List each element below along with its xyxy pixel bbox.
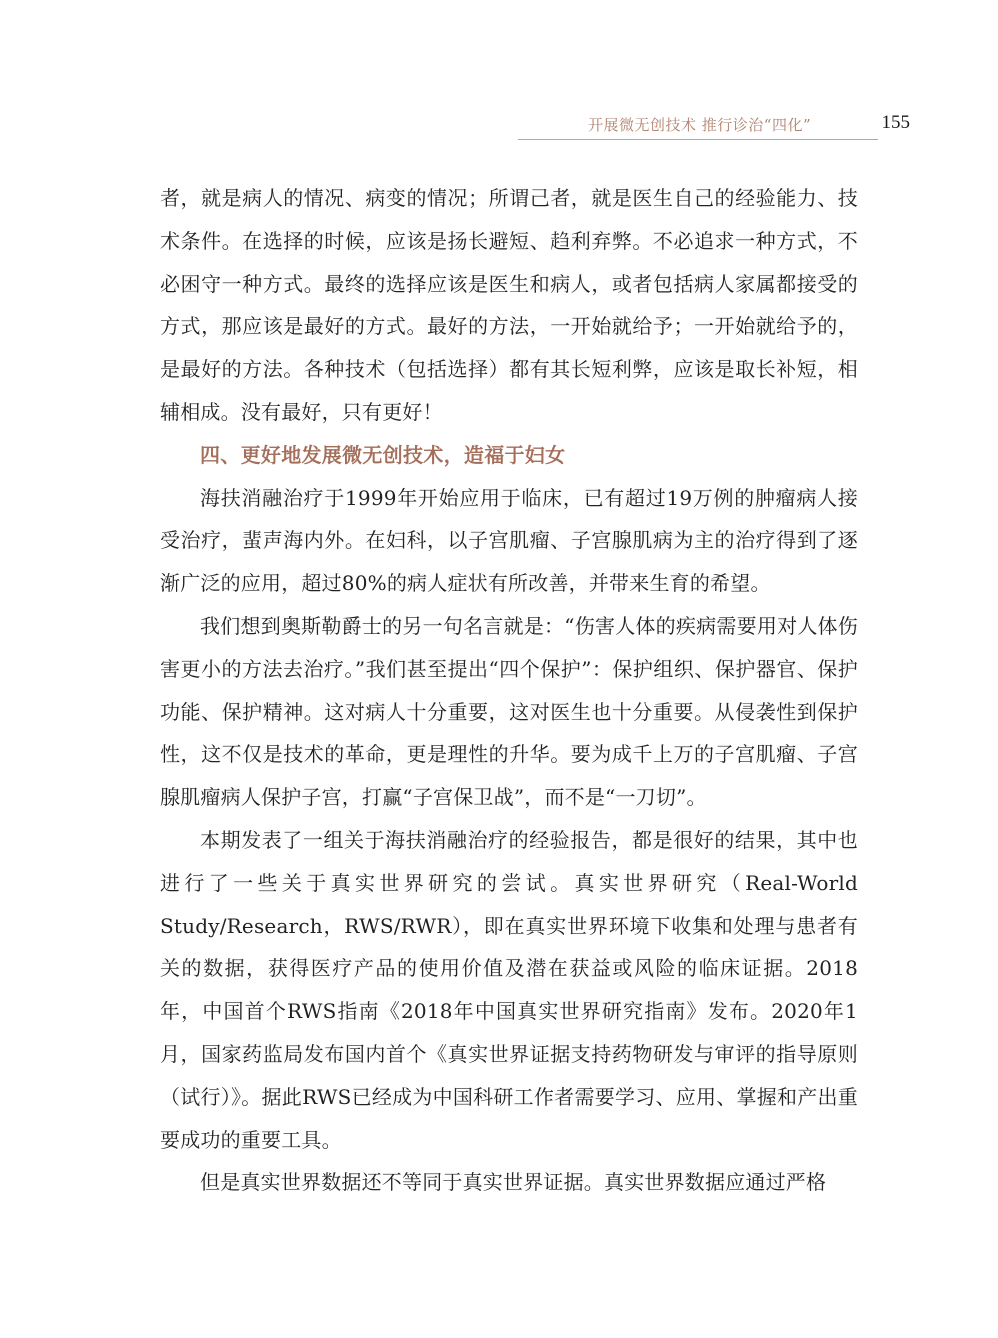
- header-rule: [518, 139, 878, 140]
- paragraph: 我们想到奥斯勒爵士的另一句名言就是：“伤害人体的疾病需要用对人体伤害更小的方法去治疗。”我们甚至提出“四个保护”：保护组织、保护器官、保护功能、保护精神。这对病人十分重要，这对医生也十分重要。从侵袭性到保护性，这不仅是技术的革命，更是理性的升华。要为成千上万的子宫肌瘤、子宫腺肌瘤病人保护子宫，打赢“子宫保卫战”，而不是“一刀切”。: [160, 613, 858, 810]
- running-title: 开展微无创技术 推行诊治“四化”: [588, 116, 812, 134]
- paragraph: 但是真实世界数据还不等同于真实世界证据。真实世界数据应通过严格: [200, 1170, 827, 1195]
- body-text: [160, 177, 858, 1204]
- paragraph: 海扶消融治疗于1999年开始应用于临床，已有超过19万例的肿瘤病人接受治疗，蜚声海内外。在妇科，以子宫肌瘤、子宫腺肌病为主的治疗得到了逐渐广泛的应用，超过80%的病人症状有所改善，并带来生育的希望。: [160, 485, 858, 596]
- page-number: 155: [881, 112, 910, 133]
- paragraph: 本期发表了一组关于海扶消融治疗的经验报告，都是很好的结果，其中也进行了一些关于真实世界研究的尝试。真实世界研究（Real-World Study/Research，RWS/RWR），即在真实世界环境下收集和处理与患者有关的数据，获得医疗产品的使用价值及潜在获益或风险的临床证据。2018年，中国首个RWS指南《2018年中国真实世界研究指南》发布。2020年1月，国家药监局发布国内首个《真实世界证据支持药物研发与审评的指导原则（试行）》。据此RWS已经成为中国科研工作者需要学习、应用、掌握和产出重要成功的重要工具。: [160, 827, 858, 1152]
- paragraph-continued: 者，就是病人的情况、病变的情况；所谓己者，就是医生自己的经验能力、技术条件。在选择的时候，应该是扬长避短、趋利弃弊。不必追求一种方式，不必困守一种方式。最终的选择应该是医生和病人，或者包括病人家属都接受的方式，那应该是最好的方式。最好的方法，一开始就给予；一开始就给予的，是最好的方法。各种技术（包括选择）都有其长短利弊，应该是取长补短，相辅相成。没有最好，只有更好！: [160, 186, 858, 424]
- running-header: [518, 112, 910, 138]
- section-heading: 四、更好地发展微无创技术，造福于妇女: [200, 442, 566, 467]
